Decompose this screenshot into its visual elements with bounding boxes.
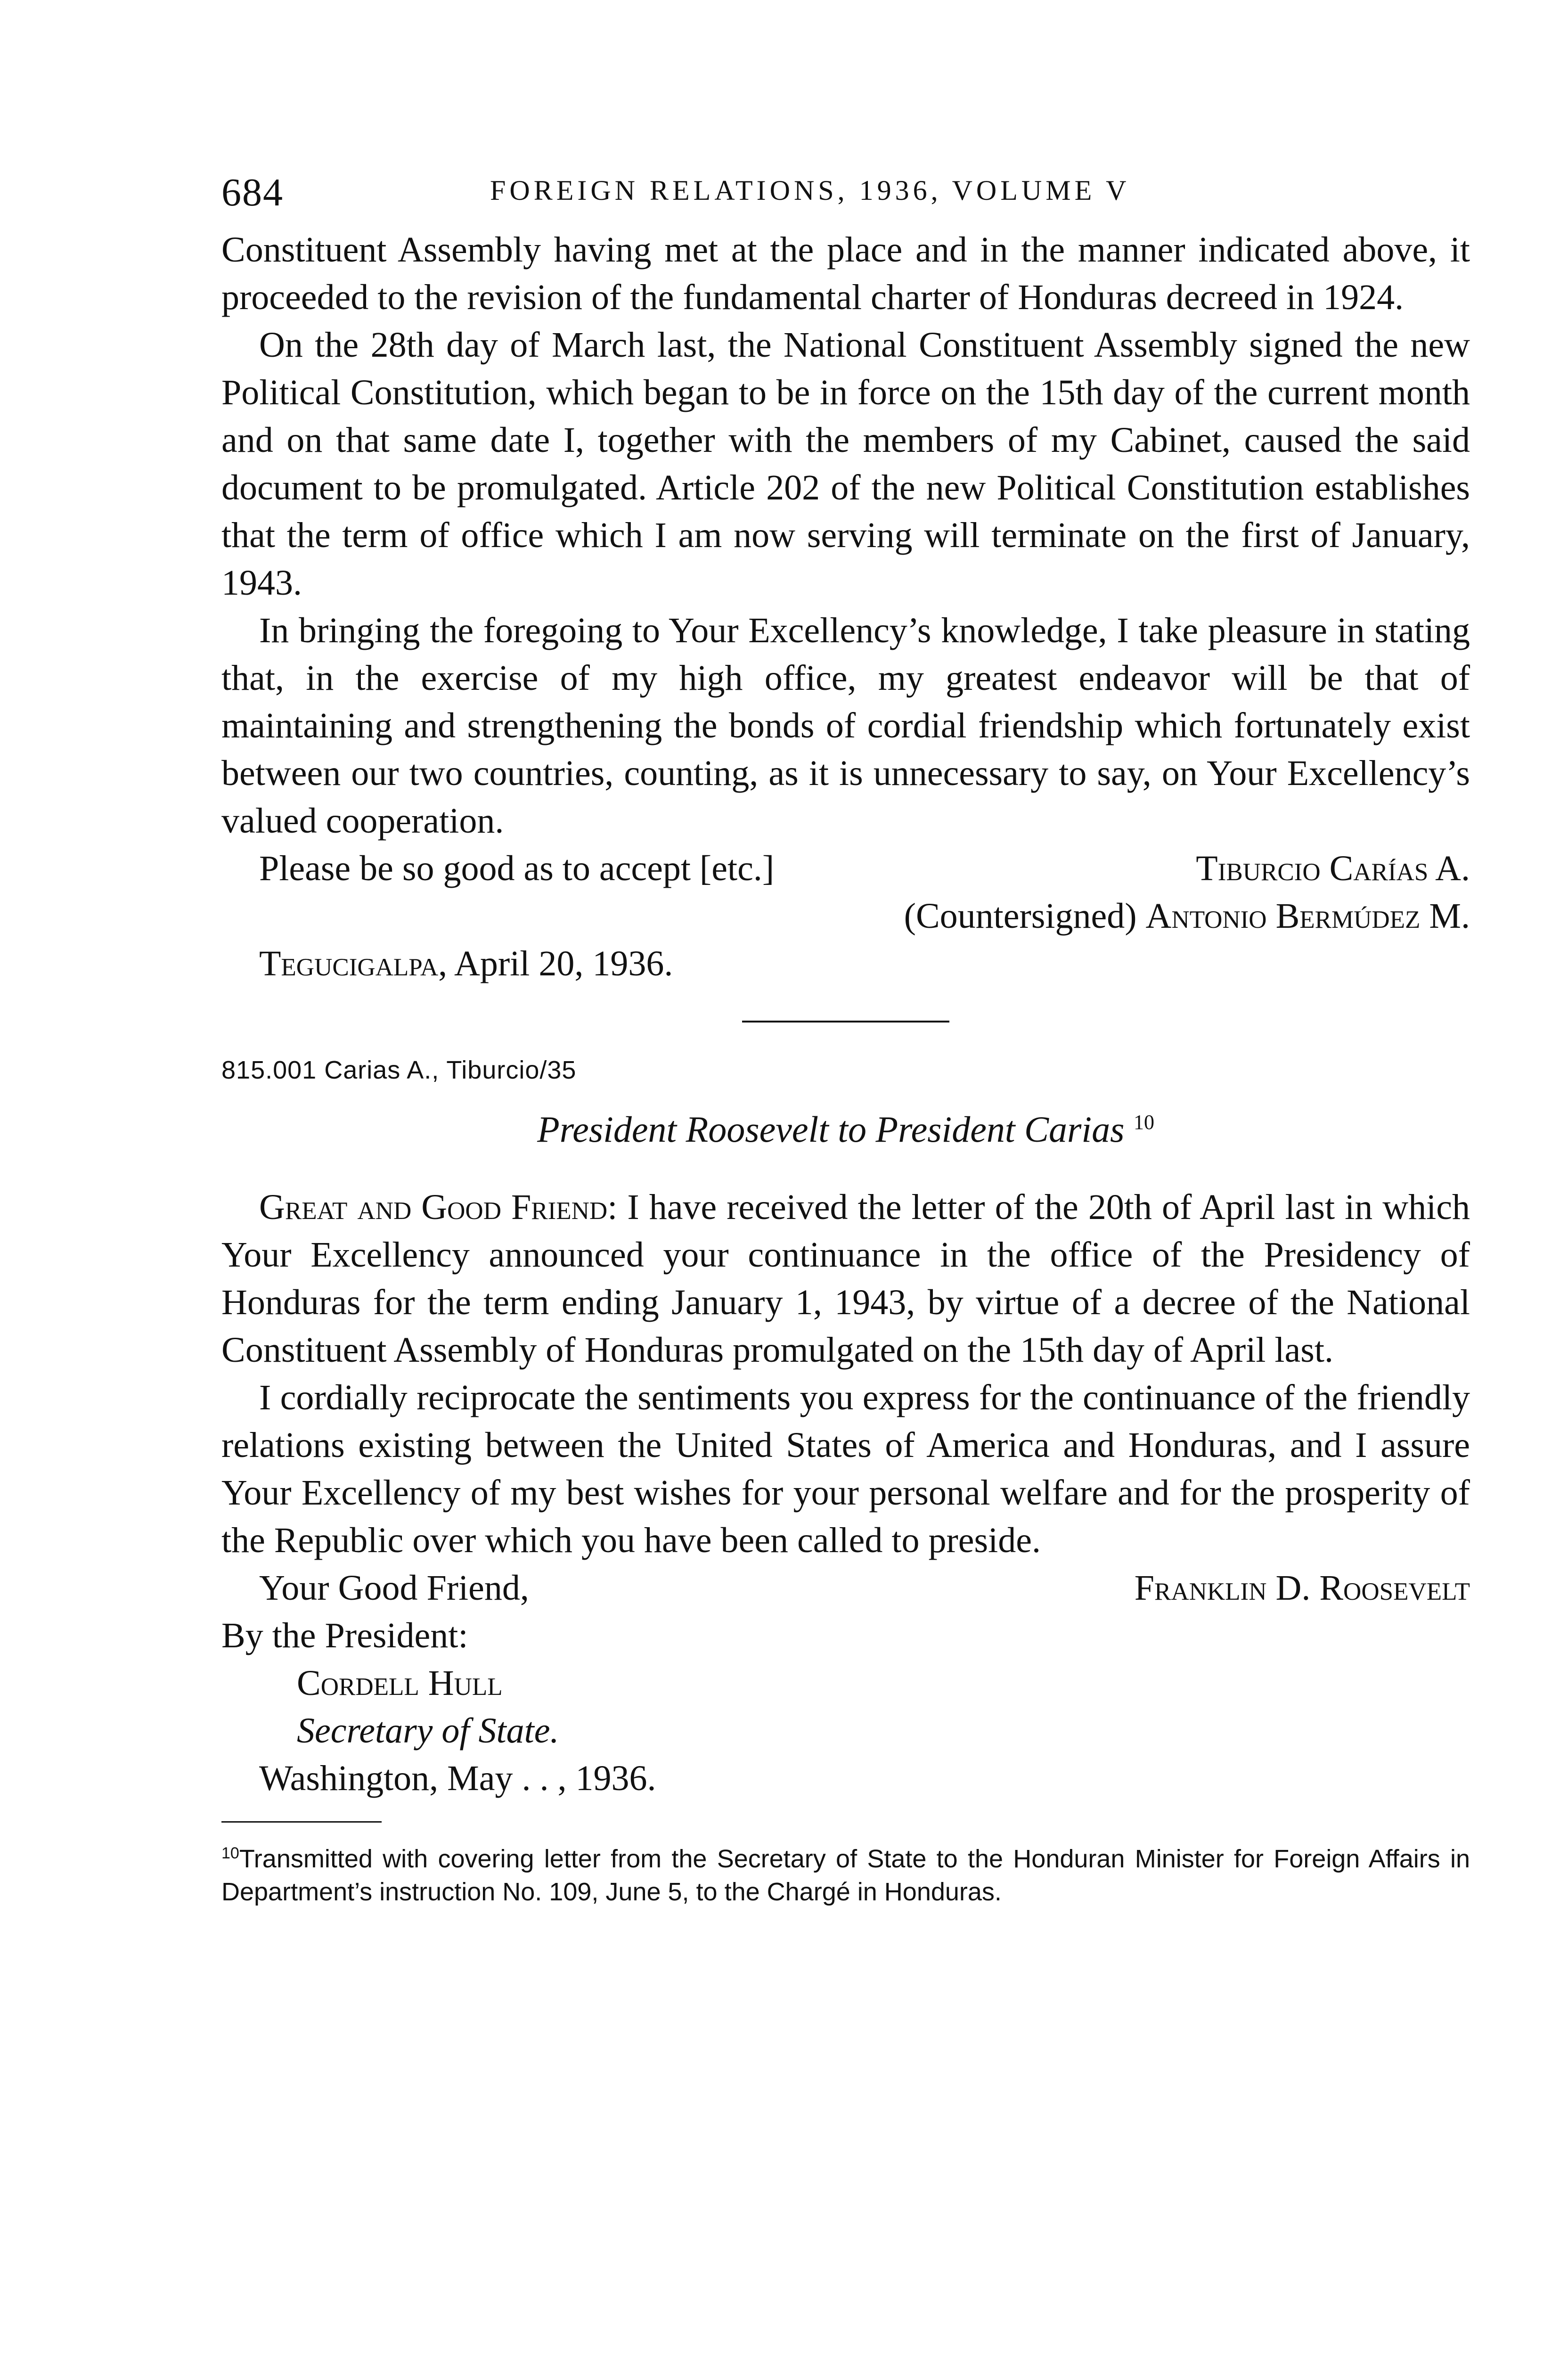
paragraph: In bringing the foregoing to Your Excellency’s knowledge, I take pleasure in stating that, in the exercise of my high office, my greatest endeavor will be that of maintaining and strengthening the bonds of cordial friendship which fortunately exist between our two countries, counting, as it is unnecessary to say, on Your Excellency’s valued cooperation. <box>221 611 1470 841</box>
place-and-date: Washington, May . . , 1936. <box>259 1759 656 1798</box>
place-and-date <box>221 940 1470 988</box>
page-number: 684 <box>221 171 284 214</box>
carias-letter-body <box>221 226 1470 845</box>
file-number: 815.001 Carias A., Tiburcio/35 <box>221 1056 577 1084</box>
closing-formula: Your Good Friend, <box>259 1568 529 1608</box>
attestation-block <box>221 1612 1470 1802</box>
countersignature-line <box>221 892 1470 940</box>
date: April 20, 1936. <box>454 944 673 983</box>
running-header <box>221 170 1470 226</box>
secretary-name: Cordell Hull <box>297 1663 503 1703</box>
footnote-rule <box>221 1821 382 1823</box>
secretary-title: Secretary of State. <box>297 1711 559 1751</box>
closing-line <box>221 845 1470 892</box>
document-page <box>221 170 1470 1908</box>
place: Tegucigalpa, <box>259 944 448 983</box>
salutation: Great and Good Friend: <box>259 1187 618 1227</box>
paragraph: Constituent Assembly having met at the place and in the manner indicated above, it proceeded to the revision of the fundamental charter of Honduras decreed in 1924. <box>221 230 1470 317</box>
signature-carias: Tiburcio Carías A. <box>1196 849 1470 888</box>
section-divider <box>742 1021 949 1023</box>
footnote-number: 10 <box>221 1844 239 1862</box>
footnote-reference: 10 <box>1133 1111 1154 1134</box>
running-title: FOREIGN RELATIONS, 1936, VOLUME V <box>490 175 1130 206</box>
countersignature-name: Antonio Bermúdez M. <box>1145 896 1470 936</box>
paragraph: I cordially reciprocate the sentiments you express for the continuance of the friendly relations existing between the United States of America and Honduras, and I assure Your Excellency of my best wishes for your personal welfare and for the prosperity of the Republic over which you have been called to preside. <box>221 1378 1470 1560</box>
by-the-president: By the President: <box>221 1616 468 1655</box>
countersignature-block <box>904 892 1470 940</box>
closing-formula: Please be so good as to accept [etc.] <box>259 849 775 888</box>
roosevelt-letter-body <box>221 1184 1470 1564</box>
signature-roosevelt: Franklin D. Roosevelt <box>1134 1568 1470 1608</box>
paragraph-text: I have received the letter of the 20th of April last in which Your Excellency announced your continuance in the office of the Presidency of Honduras for the term ending January 1, 1943, by virtue of a decree of the National Constituent Assembly of Honduras promulgated on the 15th day of April last. <box>221 1187 1470 1370</box>
paragraph: On the 28th day of March last, the National Constituent Assembly signed the new Political Constitution, which began to be in force on the 15th day of the current month and on that same date I, together with the members of my Cabinet, caused the said document to be promulgated. Article 202 of the new Political Constitution establishes that the term of office which I am now serving will terminate on the first of January, 1943. <box>221 325 1470 603</box>
document-title <box>221 1108 1470 1151</box>
countersigned-label: (Countersigned) <box>904 896 1137 936</box>
document-title-text: President Roosevelt to President Carias <box>537 1109 1125 1150</box>
footnote-text: Transmitted with covering letter from the Secretary of State to the Honduran Minister for Foreign Affairs in Department’s instruction No. 109, June 5, to the Chargé in Honduras. <box>221 1845 1470 1906</box>
paragraph <box>221 1184 1470 1374</box>
closing-line <box>221 1564 1470 1612</box>
footnote <box>221 1837 1470 1908</box>
